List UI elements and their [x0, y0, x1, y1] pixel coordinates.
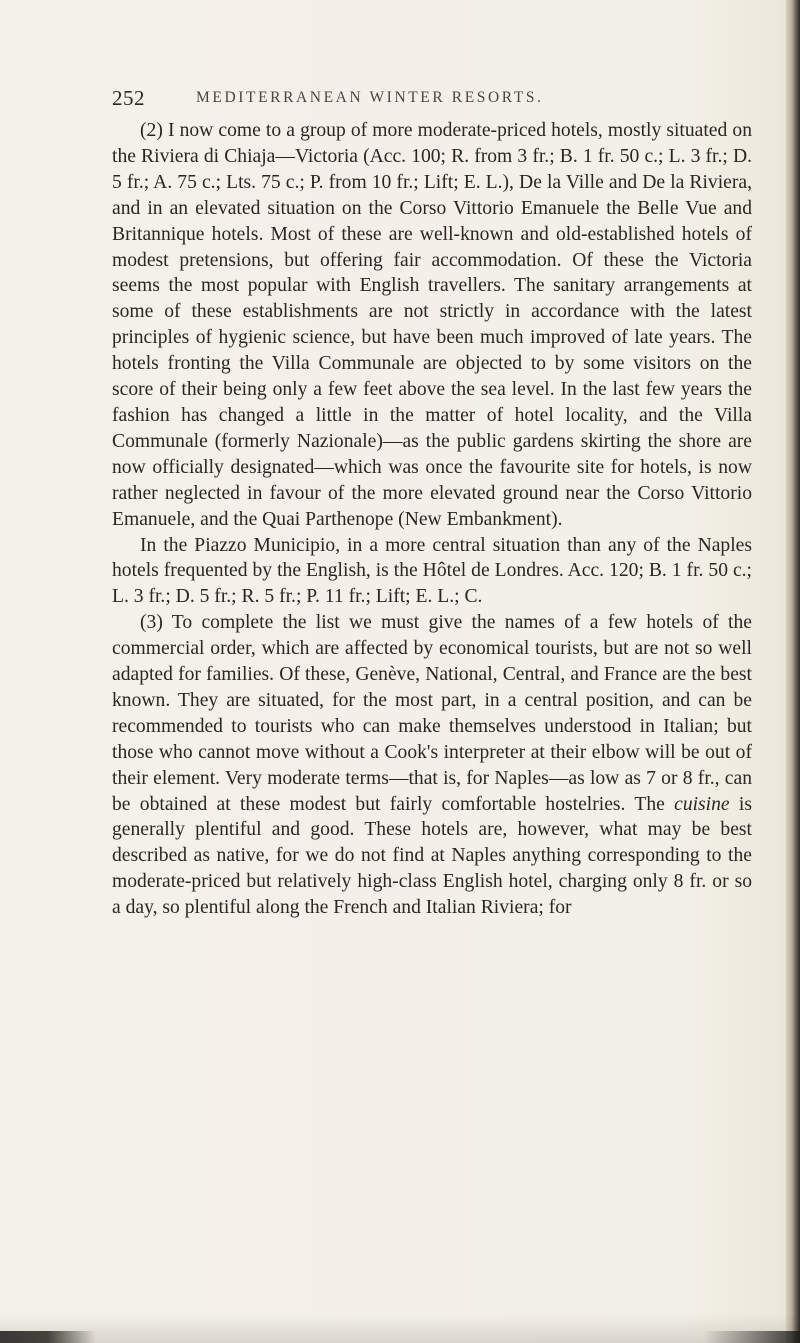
page-bottom-edge [0, 1331, 800, 1343]
paragraph-hotel-de-londres [112, 533, 752, 611]
page-number: 252 [112, 86, 145, 110]
paragraph-text: (2) I now come to a group of more moderate-priced hotels, mostly situated on the Riviera di Chiaja—Victoria (Acc. 100; R. from 3 fr.; B. 1 fr. 50 c.; L. 3 fr.; D. 5 fr.; A. 75 c.; Lts. 75 c.; P. from 10 fr.; Lift; E. L.), De la Ville and De la Riviera, and in an elevated situation on the Corso Vittorio Emanuele the Belle Vue and Britannique hotels. Most of these are well-known and old-established hotels of modest pretensions, but offering fair accommodation. Of these the Victoria seems the most popular with English travellers. The sanitary arrangements at some of these establishments are not strictly in accordance with the latest principles of hygienic science, but have been much improved of late years. The hotels fronting the Villa Communale are objected to by some visitors on the score of their being only a few feet above the sea level. In the last few years the fashion has changed a little in the matter of hotel locality, and the Villa Communale (formerly Nazionale)—as the public gardens skirting the shore are now officially designated—which was once the favourite site for hotels, is now rather neglected in favour of the more elevated ground near the Corso Vittorio Emanuele, and the Quai Parthenope (New Embankment). [112, 120, 752, 530]
page-header [112, 86, 752, 116]
italic-word: cuisine [674, 793, 730, 815]
paragraph-text: (3) To complete the list we must give the names of a few hotels of the commercial order, which are affected by economical tourists, but are not so well adapted for families. Of these, Genève, National, Central, and France are the best known. They are situated, for the most part, in a central position, and can be recommended to tourists who can make themselves understood in Italian; but those who cannot move without a Cook's interpreter at their elbow will be out of their element. Very moderate terms—that is, for Naples—as low as 7 or 8 fr., can be obtained at these modest but fairly comfortable hostelries. The [112, 612, 752, 815]
paragraph-commercial-hotels [112, 610, 752, 921]
body-text [112, 118, 752, 921]
paragraph-moderate-hotels [112, 118, 752, 533]
page-edge-shadow [786, 0, 800, 1343]
paragraph-text: is generally plentiful and good. These hotels are, however, what may be best described as native, for we do not find at Naples anything corresponding to the moderate-priced but relatively high-class English hotel, charging only 8 fr. or so a day, so plentiful along the French and Italian Riviera; for [112, 793, 752, 919]
paragraph-text: In the Piazzo Municipio, in a more central situation than any of the Naples hotels frequented by the English, is the Hôtel de Londres. Acc. 120; B. 1 fr. 50 c.; L. 3 fr.; D. 5 fr.; R. 5 fr.; P. 11 fr.; Lift; E. L.; C. [112, 534, 752, 608]
running-head: MEDITERRANEAN WINTER RESORTS. [196, 89, 544, 106]
